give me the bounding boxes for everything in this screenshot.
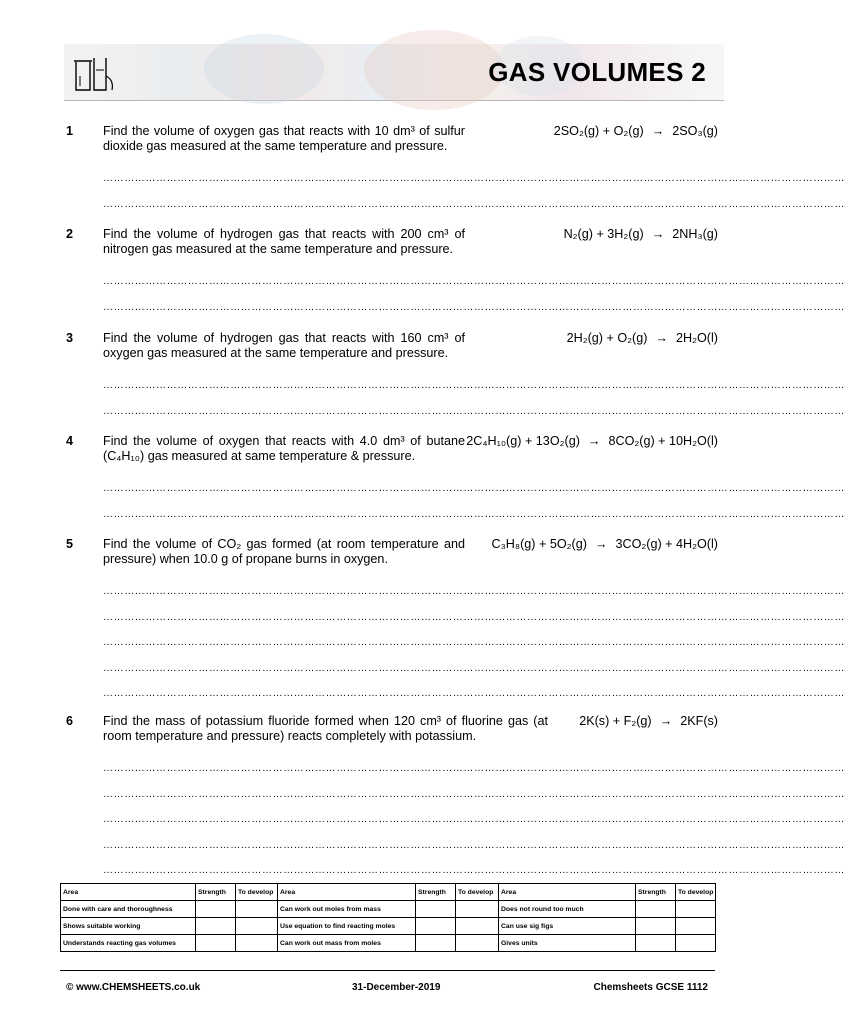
question-text: Find the volume of oxygen gas that reacts with 10 dm³ of sulfur dioxide gas measured at the same temperature and pressure. [103, 124, 465, 153]
answer-line[interactable]: ………………………………………………………………………………………………………………………………………………………………………………………… [103, 688, 845, 699]
question-number: 2 [66, 227, 74, 241]
develop-checkbox[interactable] [456, 901, 499, 918]
develop-header: To develop [236, 884, 278, 901]
self-assessment-row [61, 918, 716, 935]
strength-checkbox[interactable] [416, 935, 456, 952]
strength-checkbox[interactable] [416, 918, 456, 935]
area-header: Area [61, 884, 196, 901]
equation-reactants: 2C₄H₁₀(g) + 13O₂(g) [466, 434, 580, 448]
strength-checkbox[interactable] [636, 901, 676, 918]
equation-reactants: N₂(g) + 3H₂(g) [563, 227, 644, 241]
question-text: Find the volume of hydrogen gas that reacts with 160 cm³ of oxygen gas measured at the same temperature and pressure. [103, 331, 465, 360]
skill-area: Shows suitable working [61, 918, 196, 935]
strength-checkbox[interactable] [416, 901, 456, 918]
strength-checkbox[interactable] [196, 935, 236, 952]
question-text: Find the volume of hydrogen gas that reacts with 200 cm³ of nitrogen gas measured at the same temperature and pressure. [103, 227, 465, 256]
answer-line[interactable]: ………………………………………………………………………………………………………………………………………………………………………………………… [103, 508, 845, 520]
strength-checkbox[interactable] [196, 918, 236, 935]
answer-line[interactable]: ………………………………………………………………………………………………………………………………………………………………………………………… [103, 380, 845, 391]
footer-reference: Chemsheets GCSE 1112 [593, 982, 708, 993]
chemical-equation [564, 227, 718, 242]
answer-line[interactable]: ………………………………………………………………………………………………………………………………………………………………………………………… [103, 763, 845, 774]
strength-checkbox[interactable] [196, 901, 236, 918]
skill-area: Done with care and thoroughness [61, 901, 196, 918]
area-header: Area [278, 884, 416, 901]
question-number: 1 [66, 124, 74, 138]
header-background-blob [364, 30, 504, 110]
equation-products: 2NH₃(g) [672, 227, 718, 241]
develop-header: To develop [676, 884, 716, 901]
chemical-equation [492, 537, 718, 552]
answer-line[interactable]: ………………………………………………………………………………………………………………………………………………………………………………………… [103, 405, 845, 417]
equation-reactants: 2H₂(g) + O₂(g) [566, 331, 648, 345]
reaction-arrow-icon: → [651, 227, 665, 241]
question-number: 3 [66, 331, 74, 345]
answer-line[interactable]: ………………………………………………………………………………………………………………………………………………………………………………………… [103, 839, 845, 851]
equation-reactants: 2SO₂(g) + O₂(g) [553, 124, 644, 138]
chemical-equation [466, 434, 718, 449]
reaction-arrow-icon: → [587, 434, 601, 448]
area-header: Area [499, 884, 636, 901]
develop-checkbox[interactable] [676, 935, 716, 952]
reaction-arrow-icon: → [651, 124, 665, 138]
reaction-arrow-icon: → [659, 714, 673, 728]
skill-area: Understands reacting gas volumes [61, 935, 196, 952]
equation-reactants: C₃H₈(g) + 5O₂(g) [491, 537, 587, 551]
self-assessment-row [61, 901, 716, 918]
question-number: 5 [66, 537, 74, 551]
page-title: GAS VOLUMES 2 [488, 57, 706, 87]
reaction-arrow-icon: → [655, 331, 669, 345]
skill-area: Can work out moles from mass [278, 901, 416, 918]
develop-checkbox[interactable] [456, 935, 499, 952]
answer-line[interactable]: ………………………………………………………………………………………………………………………………………………………………………………………… [103, 586, 845, 597]
equation-products: 3CO₂(g) + 4H₂O(l) [615, 537, 718, 551]
footer-date: 31-December-2019 [352, 982, 441, 993]
question-text: Find the volume of oxygen that reacts with 4.0 dm³ of butane (C₄H₁₀) gas measured at same temperature & pressure. [103, 434, 465, 463]
develop-checkbox[interactable] [676, 918, 716, 935]
skill-area: Does not round too much [499, 901, 636, 918]
question-number: 4 [66, 434, 74, 448]
strength-checkbox[interactable] [636, 918, 676, 935]
answer-line[interactable]: ………………………………………………………………………………………………………………………………………………………………………………………… [103, 865, 845, 876]
strength-header: Strength [416, 884, 456, 901]
develop-checkbox[interactable] [676, 901, 716, 918]
self-assessment-header-row [61, 884, 716, 901]
answer-line[interactable]: ………………………………………………………………………………………………………………………………………………………………………………………… [103, 276, 845, 287]
answer-line[interactable]: ………………………………………………………………………………………………………………………………………………………………………………………… [103, 637, 845, 648]
answer-line[interactable]: ………………………………………………………………………………………………………………………………………………………………………………………… [103, 173, 845, 184]
skill-area: Gives units [499, 935, 636, 952]
develop-checkbox[interactable] [236, 935, 278, 952]
question-text: Find the mass of potassium fluoride formed when 120 cm³ of fluorine gas (at room temperature and pressure) reacts completely with potassium. [103, 714, 548, 743]
equation-products: 2H₂O(l) [676, 331, 718, 345]
answer-line[interactable]: ………………………………………………………………………………………………………………………………………………………………………………………… [103, 198, 845, 210]
develop-checkbox[interactable] [236, 901, 278, 918]
chemical-equation [567, 331, 718, 346]
reaction-arrow-icon: → [594, 537, 608, 551]
skill-area: Can work out mass from moles [278, 935, 416, 952]
header-background-blob [204, 34, 324, 104]
skill-area: Use equation to find reacting moles [278, 918, 416, 935]
answer-line[interactable]: ………………………………………………………………………………………………………………………………………………………………………………………… [103, 483, 845, 494]
answer-line[interactable]: ………………………………………………………………………………………………………………………………………………………………………………………… [103, 814, 845, 825]
answer-line[interactable]: ………………………………………………………………………………………………………………………………………………………………………………………… [103, 611, 845, 623]
strength-header: Strength [636, 884, 676, 901]
equation-products: 8CO₂(g) + 10H₂O(l) [608, 434, 718, 448]
answer-line[interactable]: ………………………………………………………………………………………………………………………………………………………………………………………… [103, 788, 845, 800]
develop-checkbox[interactable] [236, 918, 278, 935]
footer-divider [60, 970, 715, 971]
self-assessment-table [60, 883, 716, 952]
chemical-equation [579, 714, 718, 729]
beaker-logo-icon [72, 56, 118, 94]
question-number: 6 [66, 714, 74, 728]
answer-line[interactable]: ………………………………………………………………………………………………………………………………………………………………………………………… [103, 662, 845, 674]
chemical-equation [554, 124, 718, 139]
skill-area: Can use sig figs [499, 918, 636, 935]
develop-header: To develop [456, 884, 499, 901]
answer-line[interactable]: ………………………………………………………………………………………………………………………………………………………………………………………… [103, 301, 845, 313]
equation-products: 2KF(s) [680, 714, 718, 728]
equation-products: 2SO₃(g) [672, 124, 718, 138]
equation-reactants: 2K(s) + F₂(g) [579, 714, 652, 728]
question-text: Find the volume of CO₂ gas formed (at room temperature and pressure) when 10.0 g of propane burns in oxygen. [103, 537, 465, 566]
strength-header: Strength [196, 884, 236, 901]
self-assessment-row [61, 935, 716, 952]
page-header [64, 44, 724, 101]
strength-checkbox[interactable] [636, 935, 676, 952]
footer-website: © www.CHEMSHEETS.co.uk [66, 982, 201, 993]
develop-checkbox[interactable] [456, 918, 499, 935]
